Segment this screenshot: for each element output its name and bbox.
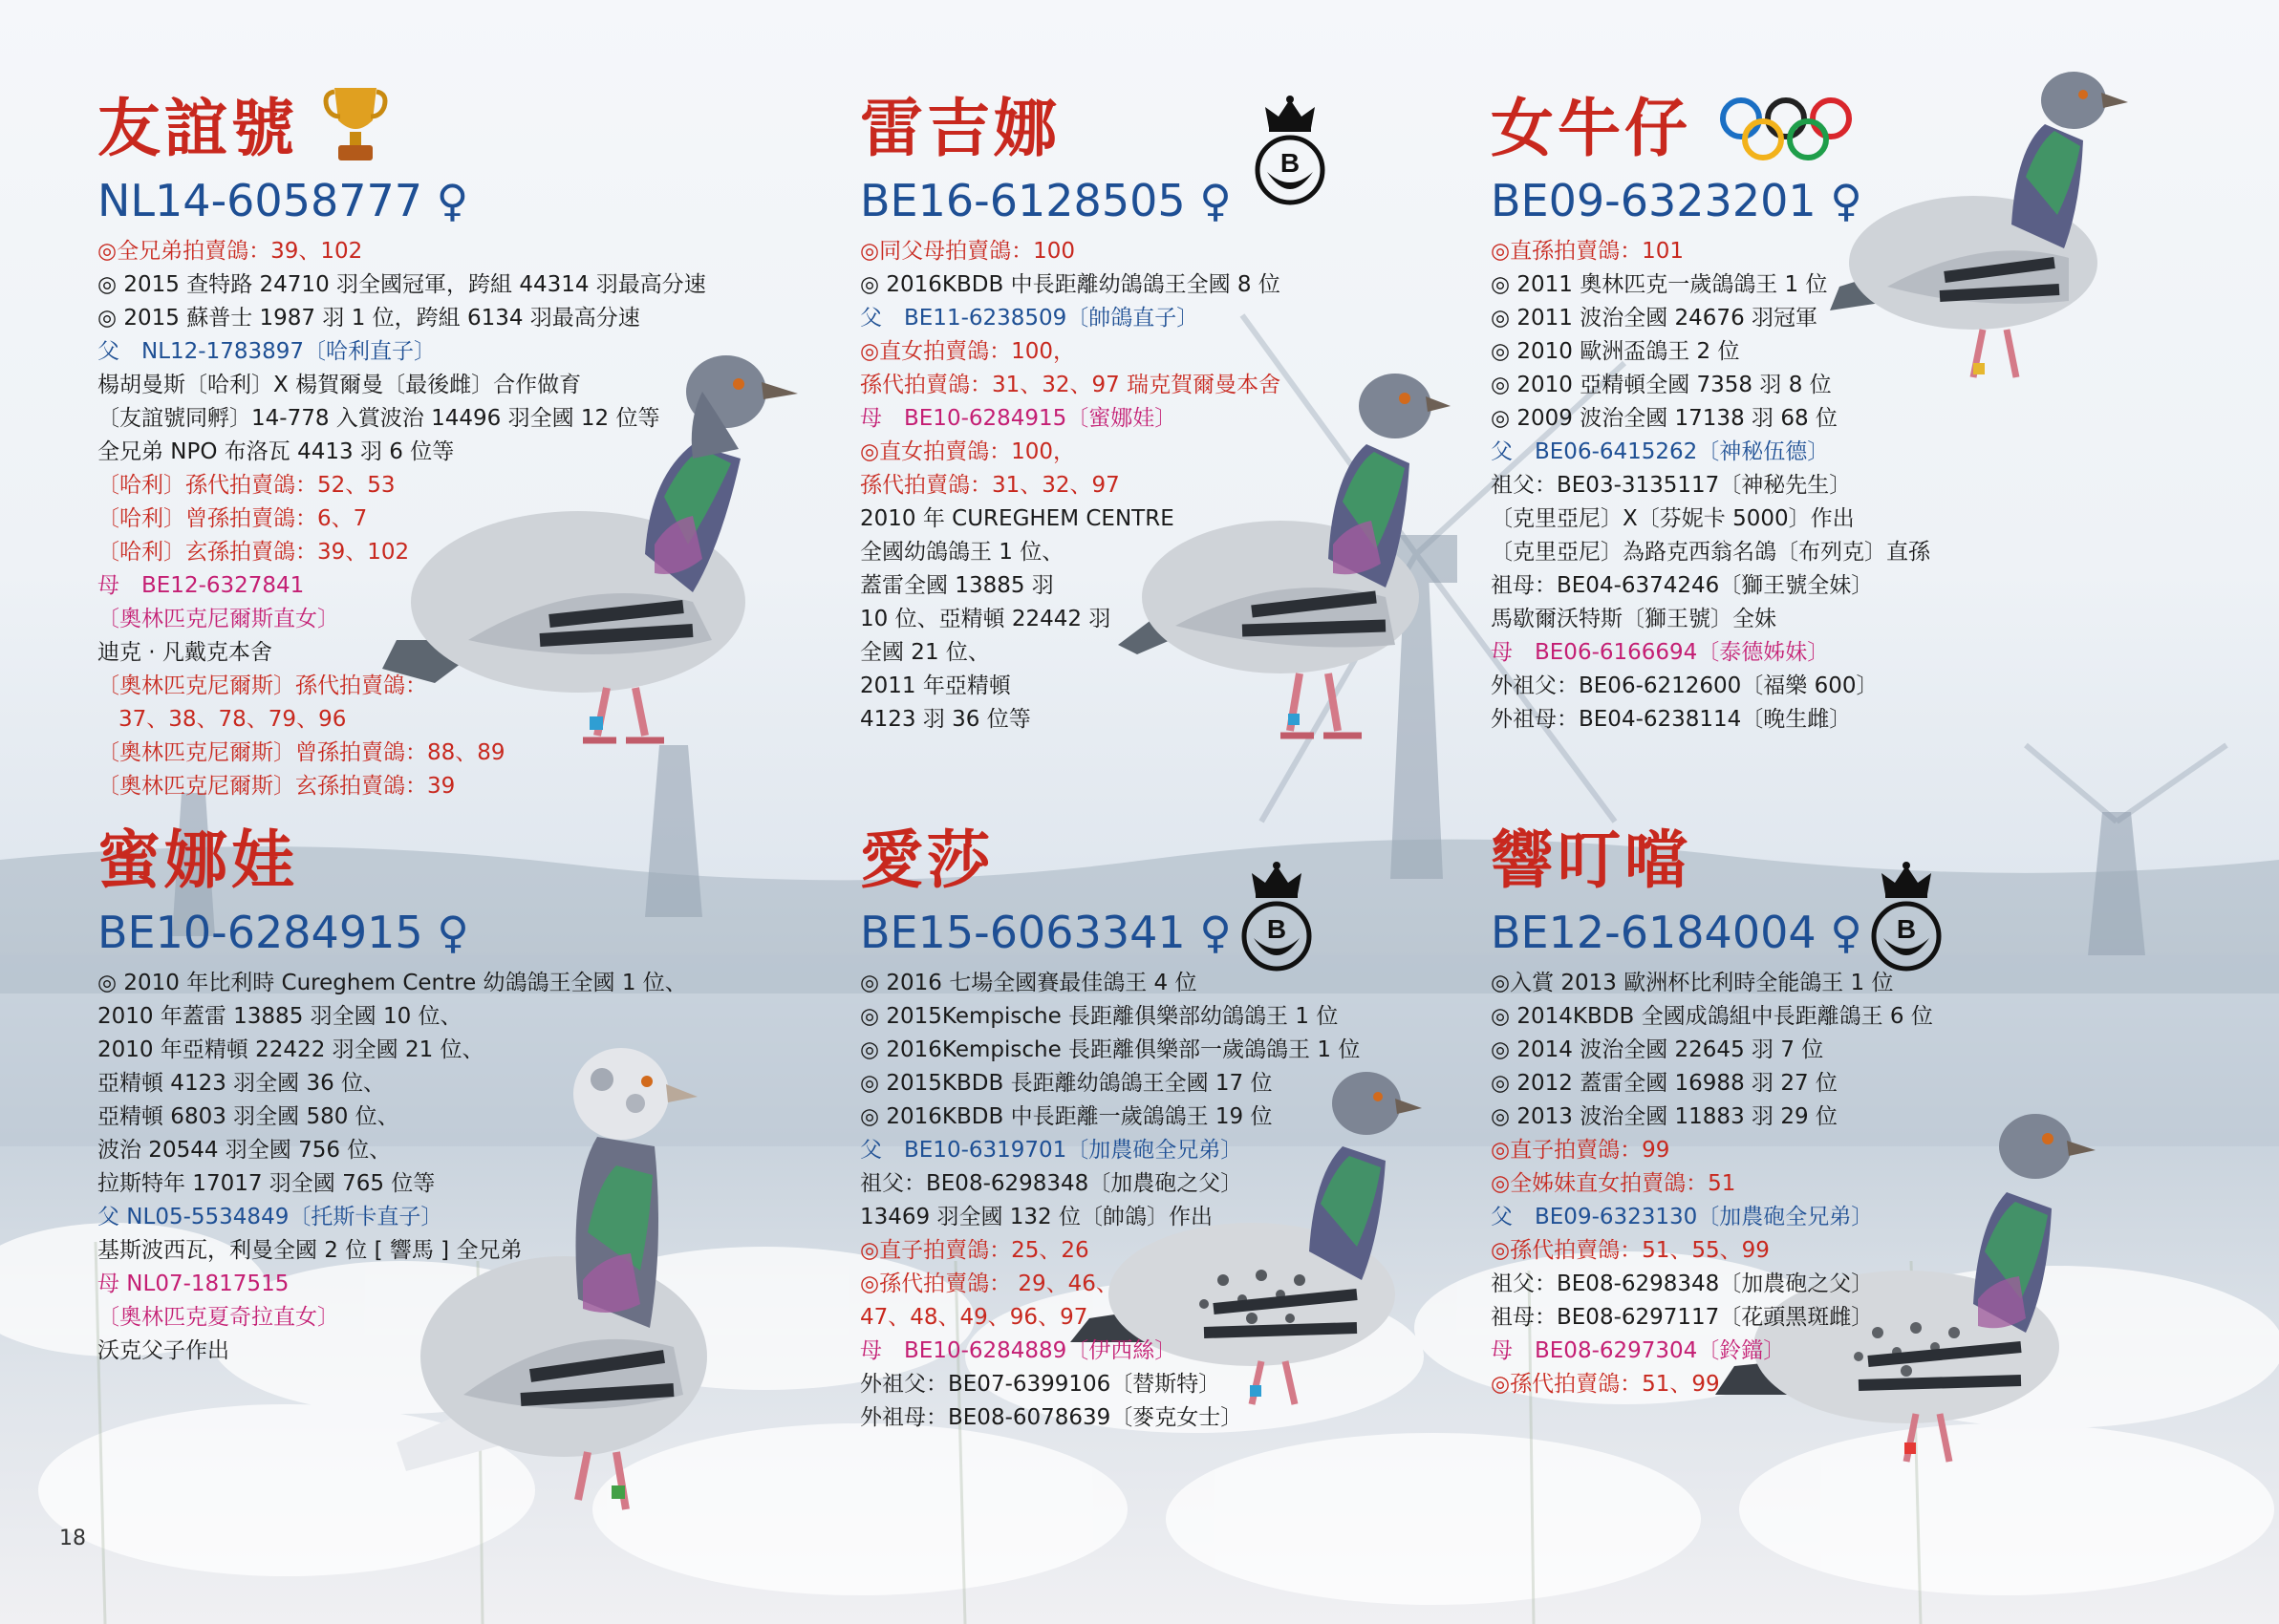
ring-number: BE09-6323201 ♀ (1491, 175, 1862, 226)
ring-number: BE10-6284915 ♀ (97, 907, 469, 958)
pedigree-lines (860, 967, 1360, 1435)
svg-text:B: B (1896, 914, 1917, 944)
pedigree-line: 37、38、78、79、96 (118, 707, 347, 732)
pedigree-line: 亞精頓 4123 羽全國 36 位、 (97, 1071, 386, 1096)
pedigree-line: 〔哈利〕孫代拍賣鴿：52、53 (97, 473, 396, 498)
pedigree-lines (97, 967, 687, 1368)
pedigree-line: 全國 21 位、 (860, 640, 990, 665)
pedigree-line: 父 BE11-6238509〔帥鴿直子〕 (860, 306, 1199, 331)
pedigree-line: 母 NL07-1817515 (97, 1271, 290, 1296)
pedigree-line: ◎ 2016 七場全國賽最佳鴿王 4 位 (860, 971, 1197, 995)
pedigree-line: 2010 年 CUREGHEM CENTRE (860, 506, 1174, 531)
pedigree-line: ◎孫代拍賣鴿：51、55、99 (1491, 1238, 1770, 1263)
pedigree-line: ◎入賞 2013 歐洲杯比利時全能鴿王 1 位 (1491, 971, 1894, 995)
pigeon-card (97, 823, 687, 1368)
pedigree-line: 外祖母：BE04-6238114〔晚生雌〕 (1491, 707, 1852, 732)
pedigree-line: ◎全兄弟拍賣鴿：39、102 (97, 239, 363, 264)
pedigree-line: ◎直子拍賣鴿：99 (1491, 1138, 1670, 1163)
pedigree-line: 〔奧林匹克尼爾斯〕玄孫拍賣鴿：39 (97, 774, 456, 799)
pedigree-line: ◎ 2013 波治全國 11883 羽 29 位 (1491, 1104, 1838, 1129)
pedigree-line: ◎孫代拍賣鴿：51、99 (1491, 1372, 1720, 1397)
pedigree-line: 2010 年亞精頓 22422 羽全國 21 位、 (97, 1037, 484, 1062)
pedigree-line: ◎ 2012 蓋雷全國 16988 羽 27 位 (1491, 1071, 1838, 1096)
pedigree-line: ◎直女拍賣鴿：100， (860, 439, 1075, 464)
pedigree-line: 楊胡曼斯〔哈利〕X 楊賀爾曼〔最後雌〕合作做育 (97, 373, 582, 397)
pedigree-lines (860, 235, 1280, 737)
pedigree-line: ◎ 2010 歐洲盃鴿王 2 位 (1491, 339, 1740, 364)
pedigree-lines (97, 235, 706, 803)
pedigree-line: ◎ 2015KBDB 長距離幼鴿鴿王全國 17 位 (860, 1071, 1273, 1096)
pedigree-line: ◎ 2010 亞精頓全國 7358 羽 8 位 (1491, 373, 1832, 397)
pedigree-line: 〔克里亞尼〕X〔芬妮卡 5000〕作出 (1491, 506, 1855, 531)
pedigree-line: 父 BE10-6319701〔加農砲全兄弟〕 (860, 1138, 1243, 1163)
pedigree-line: 基斯波西瓦，利曼全國 2 位 [ 響馬 ] 全兄弟 (97, 1238, 523, 1263)
pedigree-line: 父 NL12-1783897〔哈利直子〕 (97, 339, 437, 364)
pedigree-line: ◎直子拍賣鴿：25、26 (860, 1238, 1089, 1263)
pedigree-line: 2011 年亞精頓 (860, 673, 1011, 698)
pedigree-line: 祖父：BE08-6298348〔加農砲之父〕 (1491, 1271, 1874, 1296)
pedigree-line: 2010 年蓋雷 13885 羽全國 10 位、 (97, 1004, 462, 1029)
pedigree-line: 〔哈利〕曾孫拍賣鴿：6、7 (97, 506, 368, 531)
pedigree-line: 沃克父子作出 (97, 1338, 229, 1363)
pigeon-card (860, 92, 1280, 737)
pedigree-line: 47、48、49、96、97 (860, 1305, 1088, 1330)
pigeon-name: 雷吉娜 (860, 92, 1061, 165)
pigeon-name: 友誼號 (97, 92, 298, 165)
pedigree-line: ◎ 2015 查特路 24710 羽全國冠軍，跨組 44314 羽最高分速 (97, 272, 706, 297)
pedigree-line: ◎孫代拍賣鴿： 29、46、 (860, 1271, 1118, 1296)
pedigree-line: 父 BE09-6323130〔加農砲全兄弟〕 (1491, 1205, 1874, 1229)
pedigree-line: 〔奧林匹克尼爾斯直女〕 (97, 607, 339, 631)
pedigree-line: ◎同父母拍賣鴿：100 (860, 239, 1075, 264)
pedigree-line: 全兄弟 NPO 布洛瓦 4413 羽 6 位等 (97, 439, 455, 464)
pedigree-line: 馬歇爾沃特斯〔獅王號〕全妹 (1491, 607, 1776, 631)
pedigree-line: ◎ 2011 奧林匹克一歲鴿鴿王 1 位 (1491, 272, 1828, 297)
pedigree-line: ◎直女拍賣鴿：100， (860, 339, 1075, 364)
pedigree-line: 母 BE10-6284915〔蜜娜娃〕 (860, 406, 1177, 431)
ring-number: NL14-6058777 ♀ (97, 175, 469, 226)
ring-number: BE16-6128505 ♀ (860, 175, 1232, 226)
pedigree-line: ◎ 2015Kempische 長距離俱樂部幼鴿鴿王 1 位 (860, 1004, 1339, 1029)
pedigree-line: 4123 羽 36 位等 (860, 707, 1031, 732)
pedigree-line: 〔克里亞尼〕為路克西翁名鴿〔布列克〕直孫 (1491, 540, 1930, 565)
pigeon-name: 響叮噹 (1491, 823, 1691, 897)
pedigree-line: ◎ 2009 波治全國 17138 羽 68 位 (1491, 406, 1838, 431)
pigeon-card (97, 92, 706, 803)
pedigree-line: 〔奧林匹克夏奇拉直女〕 (97, 1305, 339, 1330)
pedigree-line: ◎直孫拍賣鴿：101 (1491, 239, 1684, 264)
pedigree-line: 〔友誼號同孵〕14-778 入賞波治 14496 羽全國 12 位等 (97, 406, 660, 431)
pedigree-line: 迪克 · 凡戴克本舍 (97, 640, 272, 665)
pedigree-lines (1491, 967, 1933, 1401)
pedigree-line: ◎ 2016KBDB 中長距離幼鴿鴿王全國 8 位 (860, 272, 1280, 297)
pedigree-line: 波治 20544 羽全國 756 位、 (97, 1138, 392, 1163)
pedigree-line: 亞精頓 6803 羽全國 580 位、 (97, 1104, 399, 1129)
pedigree-line: 母 BE08-6297304〔鈴鐺〕 (1491, 1338, 1786, 1363)
pedigree-line: 蓋雷全國 13885 羽 (860, 573, 1054, 598)
pedigree-line: 母 BE12-6327841 (97, 573, 305, 598)
pedigree-line: 孫代拍賣鴿：31、32、97 瑞克賀爾曼本舍 (860, 373, 1281, 397)
pedigree-line: ◎全姊妹直女拍賣鴿：51 (1491, 1171, 1736, 1196)
pedigree-line: 〔奧林匹克尼爾斯〕曾孫拍賣鴿：88、89 (97, 740, 505, 765)
pedigree-line: 父 BE06-6415262〔神秘伍德〕 (1491, 439, 1830, 464)
pedigree-line: 外祖父：BE06-6212600〔福樂 600〕 (1491, 673, 1879, 698)
pigeon-name: 女牛仔 (1491, 92, 1691, 165)
pedigree-line: 父 NL05-5534849〔托斯卡直子〕 (97, 1205, 443, 1229)
pedigree-line: 全國幼鴿鴿王 1 位、 (860, 540, 1064, 565)
pedigree-line: ◎ 2010 年比利時 Cureghem Centre 幼鴿鴿王全國 1 位、 (97, 971, 687, 995)
pedigree-line: 外祖父：BE07-6399106〔替斯特〕 (860, 1372, 1221, 1397)
pigeon-name: 愛莎 (860, 823, 994, 897)
pedigree-line: ◎ 2014 波治全國 22645 羽 7 位 (1491, 1037, 1824, 1062)
svg-text:B: B (1279, 148, 1301, 178)
pedigree-line: 祖母：BE08-6297117〔花頭黑斑雌〕 (1491, 1305, 1874, 1330)
pedigree-line: 〔哈利〕玄孫拍賣鴿：39、102 (97, 540, 410, 565)
svg-text:B: B (1266, 914, 1287, 944)
pigeon-card (1491, 92, 1930, 737)
pedigree-line: 10 位、亞精頓 22442 羽 (860, 607, 1111, 631)
pigeon-card (860, 823, 1360, 1435)
pigeon-card (1491, 823, 1933, 1401)
ring-number: BE15-6063341 ♀ (860, 907, 1232, 958)
pedigree-line: ◎ 2015 蘇普士 1987 羽 1 位，跨組 6134 羽最高分速 (97, 306, 640, 331)
pedigree-lines (1491, 235, 1930, 737)
pedigree-line: 母 BE10-6284889〔伊西絲〕 (860, 1338, 1177, 1363)
pedigree-line: ◎ 2016KBDB 中長距離一歲鴿鴿王 19 位 (860, 1104, 1273, 1129)
pedigree-line: 孫代拍賣鴿：31、32、97 (860, 473, 1120, 498)
pedigree-line: ◎ 2014KBDB 全國成鴿組中長距離鴿王 6 位 (1491, 1004, 1933, 1029)
pedigree-line: ◎ 2011 波治全國 24676 羽冠軍 (1491, 306, 1818, 331)
pedigree-line: 祖母：BE04-6374246〔獅王號全妹〕 (1491, 573, 1874, 598)
ring-number: BE12-6184004 ♀ (1491, 907, 1862, 958)
pedigree-line: 拉斯特年 17017 羽全國 765 位等 (97, 1171, 436, 1196)
pedigree-line: 外祖母：BE08-6078639〔麥克女士〕 (860, 1405, 1243, 1430)
pedigree-line: 13469 羽全國 132 位〔帥鴿〕作出 (860, 1205, 1213, 1229)
pedigree-line: 〔奧林匹克尼爾斯〕孫代拍賣鴿： (97, 673, 427, 698)
pedigree-line: 祖父：BE08-6298348〔加農砲之父〕 (860, 1171, 1243, 1196)
pedigree-line: ◎ 2016Kempische 長距離俱樂部一歲鴿鴿王 1 位 (860, 1037, 1361, 1062)
pedigree-line: 祖父：BE03-3135117〔神秘先生〕 (1491, 473, 1852, 498)
page-number: 18 (59, 1527, 86, 1550)
pigeon-name: 蜜娜娃 (97, 823, 298, 897)
pedigree-line: 母 BE06-6166694〔泰德姊妹〕 (1491, 640, 1830, 665)
